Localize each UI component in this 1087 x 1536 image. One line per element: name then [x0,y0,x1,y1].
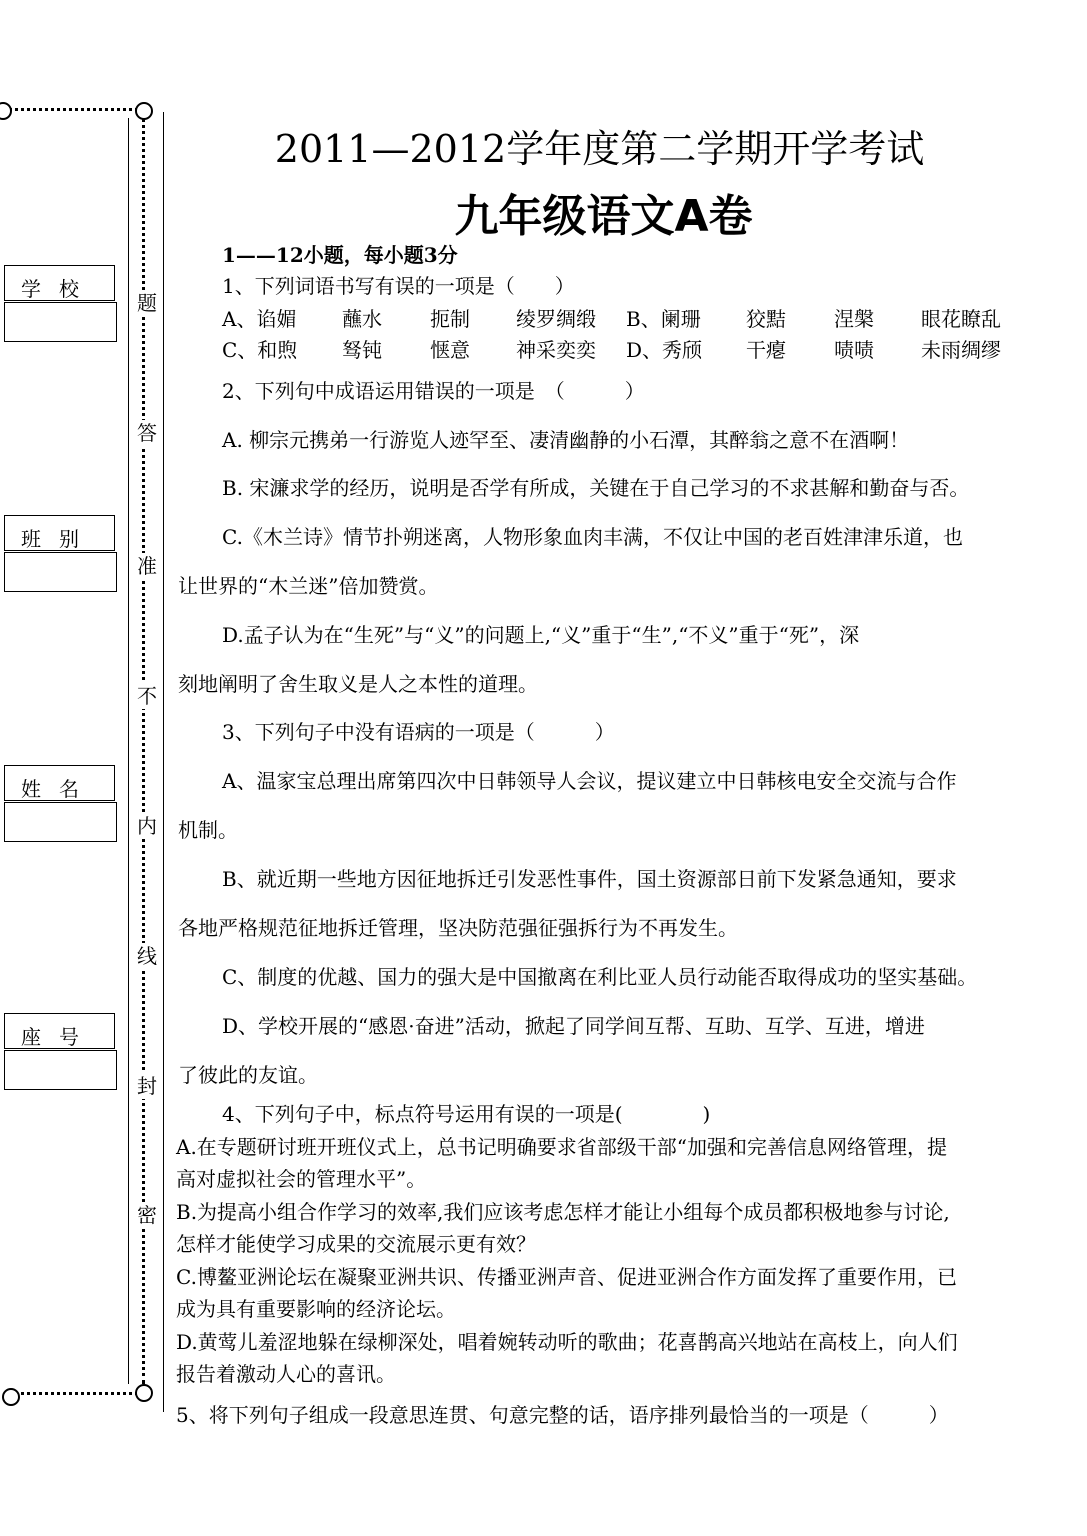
q2-option-c-cont: 让世界的“木兰迷”倍加赞赏。 [178,574,439,598]
q3-option-b: B、就近期一些地方因征地拆迁引发恶性事件，国土资源部日前下发紧急通知，要求 [222,867,957,891]
name-field[interactable] [4,802,117,842]
seat-field[interactable] [4,1050,117,1090]
bottom-right-circle [135,1384,153,1402]
top-dotted-line [4,108,138,111]
q1-opt: 眼花瞭乱 [921,307,1001,331]
q1-opt: 未雨绸缪 [921,338,1001,362]
q4-option-c: C.博鳌亚洲论坛在凝聚亚洲共识、传播亚洲声音、促进亚洲合作方面发挥了重要作用，已 [176,1265,957,1289]
q4-option-c-cont: 成为具有重要影响的经济论坛。 [176,1297,456,1321]
q1-opt: D、秀颀 [626,338,703,362]
q4-stem: 4、下列句子中，标点符号运用有误的一项是( ) [222,1102,711,1126]
q2-option-d-cont: 刻地阐明了舍生取义是人之本性的道理。 [178,672,538,696]
seal-left-line [128,118,129,1384]
q1-opt: 扼制 [430,307,470,331]
q3-option-b-cont: 各地严格规范征地拆迁管理，坚决防范强征强拆行为不再发生。 [178,916,738,940]
q1-stem: 1、下列词语书写有误的一项是（ ） [222,274,575,298]
q1-opt: 蘸水 [342,307,382,331]
seal-char-8: 密 [134,1202,160,1228]
seal-char-3: 准 [134,553,160,579]
q4-option-a: A.在专题研讨班开班仪式上，总书记明确要求省部级干部“加强和完善信息网络管理，提 [176,1135,948,1159]
q1-opt: C、和煦 [222,338,298,362]
q3-option-a: A、温家宝总理出席第四次中日韩领导人会议，提议建立中日韩核电安全交流与合作 [222,769,957,793]
q2-option-a: A. 柳宗元携弟一行游览人迹罕至、凄清幽静的小石潭，其醉翁之意不在酒啊！ [222,428,910,452]
school-label: 学校 [4,265,115,301]
seal-char-2: 答 [134,420,160,446]
q4-option-a-cont: 高对虚拟社会的管理水平”。 [176,1167,427,1191]
q1-opt: 驽钝 [342,338,382,362]
exam-subtitle: 九年级语文A卷 [454,191,753,242]
q3-option-d: D、学校开展的“感恩·奋进”活动，掀起了同学间互帮、互助、互学、互进，增进 [222,1014,925,1038]
bottom-left-circle [2,1388,20,1406]
q1-opt: 绫罗绸缎 [516,307,596,331]
q1-opt: 狡黠 [746,307,786,331]
q3-option-c: C、制度的优越、国力的强大是中国撤离在利比亚人员行动能否取得成功的坚实基础。 [222,965,978,989]
seat-label: 座号 [4,1013,115,1049]
q1-opt: 涅槃 [834,307,874,331]
q1-opt: A、谄媚 [222,307,297,331]
seal-right-line [163,112,164,1412]
q3-option-d-cont: 了彼此的友谊。 [178,1063,318,1087]
q2-stem: 2、下列句中成语运用错误的一项是 （ ） [222,379,645,403]
q1-opt: 惬意 [430,338,470,362]
q4-option-b: B.为提高小组合作学习的效率,我们应该考虑怎样才能让小组每个成员都积极地参与讨论, [176,1200,950,1224]
exam-title: 2011—2012学年度第二学期开学考试 [274,127,925,171]
seal-char-5: 内 [134,813,160,839]
q4-option-d: D.黄莺儿羞涩地躲在绿柳深处，唱着婉转动听的歌曲；花喜鹊高兴地站在高枝上，向人们 [176,1330,958,1354]
q2-option-c: C.《木兰诗》情节扑朔迷离，人物形象血肉丰满，不仅让中国的老百姓津津乐道，也 [222,525,963,549]
class-label: 班别 [4,515,115,551]
class-field[interactable] [4,552,117,592]
q3-stem: 3、下列句子中没有语病的一项是（ ） [222,720,615,744]
q5-stem: 5、将下列句子组成一段意思连贯、句意完整的话，语序排列最恰当的一项是（ ） [176,1403,949,1427]
q2-option-d: D.孟子认为在“生死”与“义”的问题上,“义”重于“生”,“不义”重于“死”，深 [222,623,860,647]
q1-opt: B、阑珊 [626,307,701,331]
q3-option-a-cont: 机制。 [178,818,238,842]
q1-opt: 神采奕奕 [516,338,596,362]
q4-option-b-cont: 怎样才能使学习成果的交流展示更有效？ [176,1232,536,1256]
section-heading: 1——12小题，每小题3分 [222,243,458,267]
q2-option-b: B. 宋濂求学的经历，说明是否学有所成，关键在于自己学习的不求甚解和勤奋与否。 [222,476,970,500]
seal-char-6: 线 [134,943,160,969]
school-field[interactable] [4,302,117,342]
seal-char-4: 不 [134,683,160,709]
q1-opt: 啧啧 [834,338,874,362]
bottom-dotted-line [10,1392,138,1395]
seal-char-1: 题 [134,290,160,316]
name-label: 姓名 [4,765,115,801]
q4-option-d-cont: 报告着激动人心的喜讯。 [176,1362,396,1386]
seal-char-7: 封 [134,1073,160,1099]
q1-opt: 干瘪 [746,338,786,362]
